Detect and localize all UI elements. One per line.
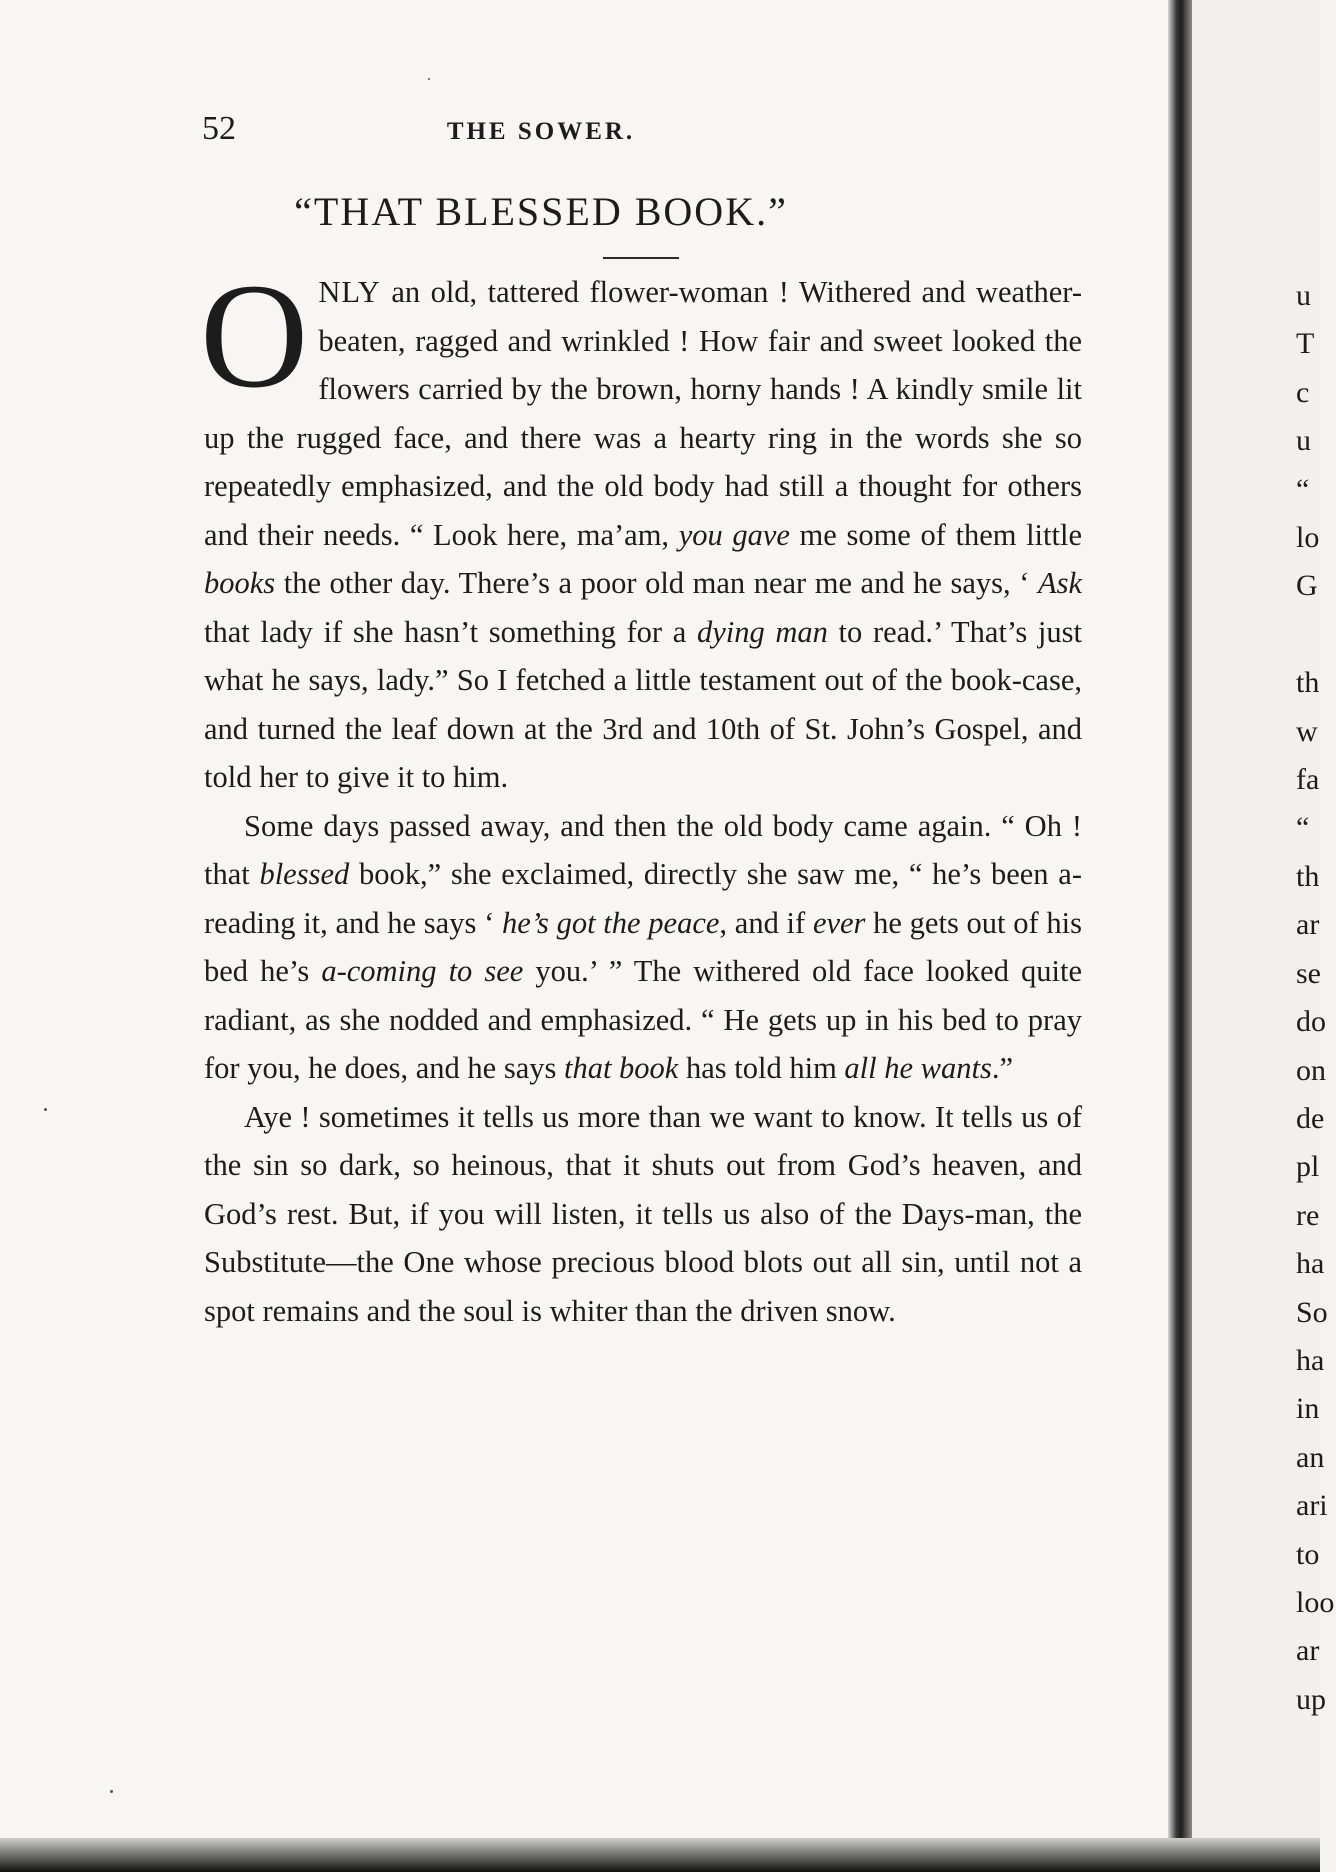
italic-run: you gave <box>678 517 790 552</box>
text-run: Some days passed away, and then the old body came again. “ Oh ! that <box>204 808 1082 891</box>
facing-page-line-fragment: in <box>1296 1392 1320 1426</box>
facing-page-line-fragment: u <box>1296 424 1311 458</box>
facing-page-line-fragment: th <box>1296 666 1320 700</box>
italic-run: Ask <box>1037 566 1082 600</box>
article-title: “THAT BLESSED BOOK.” <box>294 189 788 234</box>
paragraph-runs <box>204 1100 1082 1328</box>
paragraph-runs <box>204 809 1082 1086</box>
italic-run: blessed <box>259 857 350 891</box>
scan-bottom-edge <box>0 1838 1320 1872</box>
facing-page-line-fragment: ha <box>1296 1343 1325 1377</box>
facing-page-line-fragment: T <box>1296 327 1315 361</box>
facing-page-line-fragment: ar <box>1296 1634 1320 1668</box>
paragraph-runs <box>204 275 1082 794</box>
facing-page-line-fragment: re <box>1296 1198 1320 1232</box>
facing-page-line-fragment: se <box>1296 956 1321 990</box>
facing-page-line-fragment: lo <box>1296 521 1320 555</box>
facing-page-line-fragment: fa <box>1296 763 1320 797</box>
title-rule <box>603 257 679 259</box>
italic-run: dying man <box>696 614 828 649</box>
text-run: .” <box>991 1051 1014 1085</box>
facing-page-line-fragment: G <box>1296 569 1318 603</box>
facing-page-line-fragment: up <box>1296 1682 1326 1716</box>
paper-speck <box>428 78 430 80</box>
facing-page-line-fragment: loo <box>1296 1585 1335 1619</box>
book-spine <box>1168 0 1192 1872</box>
italic-run: a-coming to see <box>321 954 524 988</box>
facing-page-edge <box>1178 0 1335 1872</box>
italic-run: ever <box>812 905 866 940</box>
paragraph <box>204 1093 1082 1336</box>
paper-speck <box>44 1108 47 1111</box>
facing-page-line-fragment: ari <box>1296 1489 1328 1523</box>
italic-run: that book <box>563 1051 679 1085</box>
page-number: 52 <box>202 110 236 147</box>
facing-page-line-fragment: th <box>1296 859 1320 893</box>
facing-page-fragments <box>1296 272 1336 1724</box>
text-run: to read.’ That’s just what he says, lady.” So I fetched a little testament out of the book-case, and turned the leaf down at the 3rd and 10th of St. John’s Gospel, and told her to give it to him. <box>204 614 1083 794</box>
text-run: you.’ ” The withered old face looked quite radiant, as she nodded and emphasized. “ He gets up in his bed to pray for you, he does, and he says <box>204 954 1082 1085</box>
facing-page-line-fragment <box>1296 611 1336 659</box>
facing-page-line-fragment: ar <box>1296 908 1320 942</box>
italic-run: books <box>204 566 276 600</box>
text-run: , and if <box>719 905 813 940</box>
facing-page-line-fragment: do <box>1296 1005 1326 1039</box>
text-run: Aye ! sometimes it tells us more than we want to know. It tells us of the sin so dark, so heinous, that it shuts out from God’s heaven, and God’s rest. But, if you will listen, it tells us also of the Days-man, the Substitute—the One whose precious blood blots out all sin, until not a spot remains and the soul is whiter than the driven snow. <box>204 1099 1082 1328</box>
paragraph <box>200 253 1083 802</box>
facing-page-line-fragment: ha <box>1296 1247 1325 1281</box>
text-run: the other day. There’s a poor old man near me and he says, ‘ <box>275 566 1038 600</box>
text-run: that lady if she hasn’t something for a <box>204 614 697 649</box>
facing-page-line-fragment: w <box>1296 714 1318 748</box>
facing-page-line-fragment: “ <box>1296 472 1310 506</box>
running-title: THE SOWER. <box>446 118 636 145</box>
text-run: an old, tattered flower-woman ! Withered and weather-beaten, ragged and wrinkled ! How fair and sweet looked the flowers carried by the brown, horny hands ! A kindly smile lit up the rugged face, and there was a hearty ring in the words she so repeatedly emphasized, and the old body had still a thought for others and their needs. “ Look here, ma’am, <box>204 275 1082 552</box>
text-run: has told him <box>678 1051 845 1085</box>
facing-page-line-fragment: “ <box>1296 811 1310 845</box>
text-run: book,” she exclaimed, directly she saw me, “ he’s been a-reading it, and he says ‘ <box>204 857 1082 940</box>
paragraph <box>204 802 1082 1093</box>
facing-page-line-fragment: c <box>1296 375 1310 409</box>
facing-page-line-fragment: to <box>1296 1537 1320 1571</box>
italic-run: all he wants <box>844 1051 992 1085</box>
opening-caps: NLY <box>318 275 381 309</box>
facing-page-line-fragment: So <box>1296 1295 1328 1329</box>
facing-page-line-fragment: u <box>1296 279 1311 312</box>
text-run: me some of them little <box>789 517 1082 552</box>
facing-page-line-fragment: on <box>1296 1053 1326 1087</box>
facing-page-line-fragment: an <box>1296 1440 1325 1474</box>
facing-page-line-fragment: de <box>1296 1101 1325 1135</box>
text-run: he gets out of his bed he’s <box>204 905 1082 988</box>
paper-speck <box>110 1790 113 1793</box>
italic-run: he’s got the peace <box>501 905 720 940</box>
article-body <box>200 253 1083 1335</box>
facing-page-line-fragment: pl <box>1296 1150 1320 1184</box>
drop-cap: O <box>200 253 309 419</box>
